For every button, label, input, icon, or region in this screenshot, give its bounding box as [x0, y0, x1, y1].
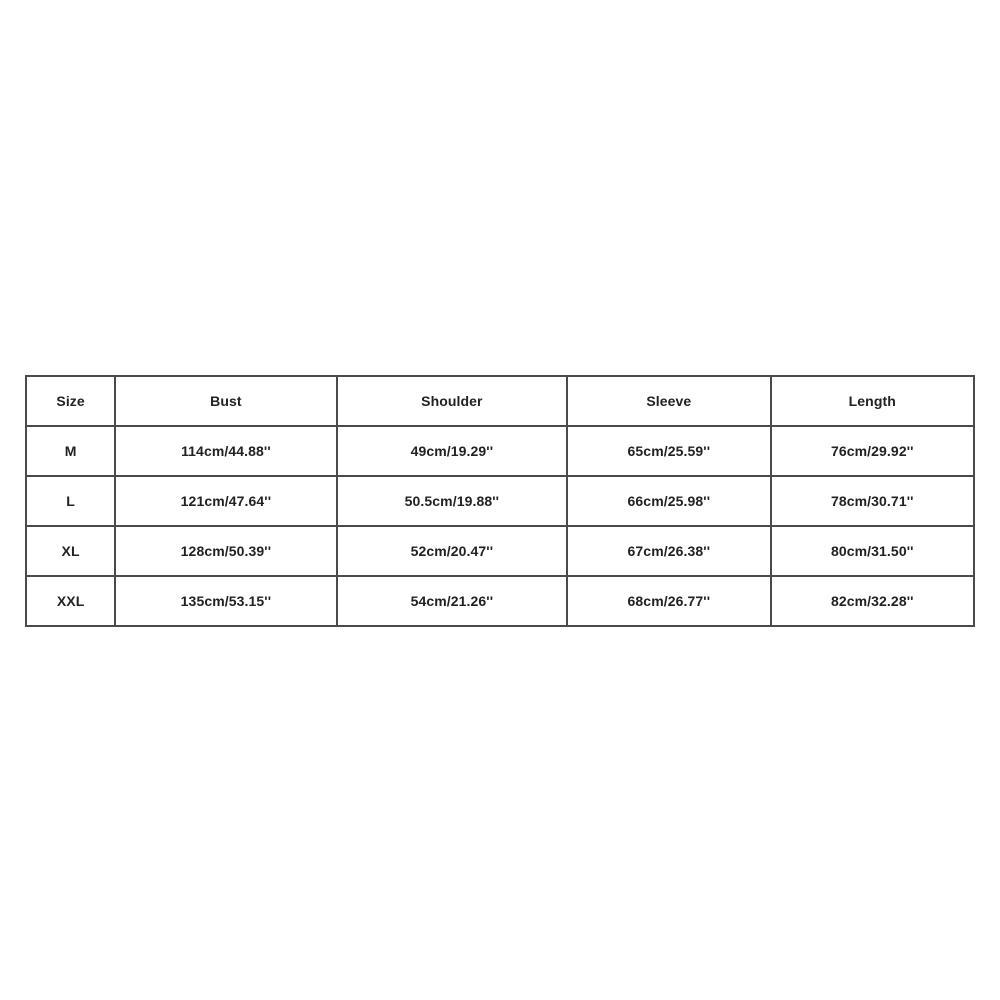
cell-sleeve: 66cm/25.98''	[567, 476, 770, 526]
table-row	[26, 526, 974, 576]
cell-bust: 114cm/44.88''	[115, 426, 336, 476]
cell-size: M	[26, 426, 115, 476]
cell-length: 78cm/30.71''	[771, 476, 974, 526]
cell-shoulder: 49cm/19.29''	[337, 426, 567, 476]
cell-length: 76cm/29.92''	[771, 426, 974, 476]
cell-sleeve: 67cm/26.38''	[567, 526, 770, 576]
header-sleeve: Sleeve	[567, 376, 770, 426]
header-size: Size	[26, 376, 115, 426]
header-bust: Bust	[115, 376, 336, 426]
table-row	[26, 576, 974, 626]
cell-bust: 121cm/47.64''	[115, 476, 336, 526]
cell-sleeve: 65cm/25.59''	[567, 426, 770, 476]
cell-shoulder: 52cm/20.47''	[337, 526, 567, 576]
cell-shoulder: 50.5cm/19.88''	[337, 476, 567, 526]
size-chart-table	[25, 375, 975, 627]
cell-size: L	[26, 476, 115, 526]
cell-bust: 135cm/53.15''	[115, 576, 336, 626]
cell-size: XXL	[26, 576, 115, 626]
header-length: Length	[771, 376, 974, 426]
size-chart-header	[26, 376, 974, 426]
cell-size: XL	[26, 526, 115, 576]
header-shoulder: Shoulder	[337, 376, 567, 426]
table-row	[26, 476, 974, 526]
header-row	[26, 376, 974, 426]
cell-length: 82cm/32.28''	[771, 576, 974, 626]
cell-length: 80cm/31.50''	[771, 526, 974, 576]
cell-bust: 128cm/50.39''	[115, 526, 336, 576]
size-chart-body	[26, 426, 974, 626]
cell-sleeve: 68cm/26.77''	[567, 576, 770, 626]
table-row	[26, 426, 974, 476]
cell-shoulder: 54cm/21.26''	[337, 576, 567, 626]
